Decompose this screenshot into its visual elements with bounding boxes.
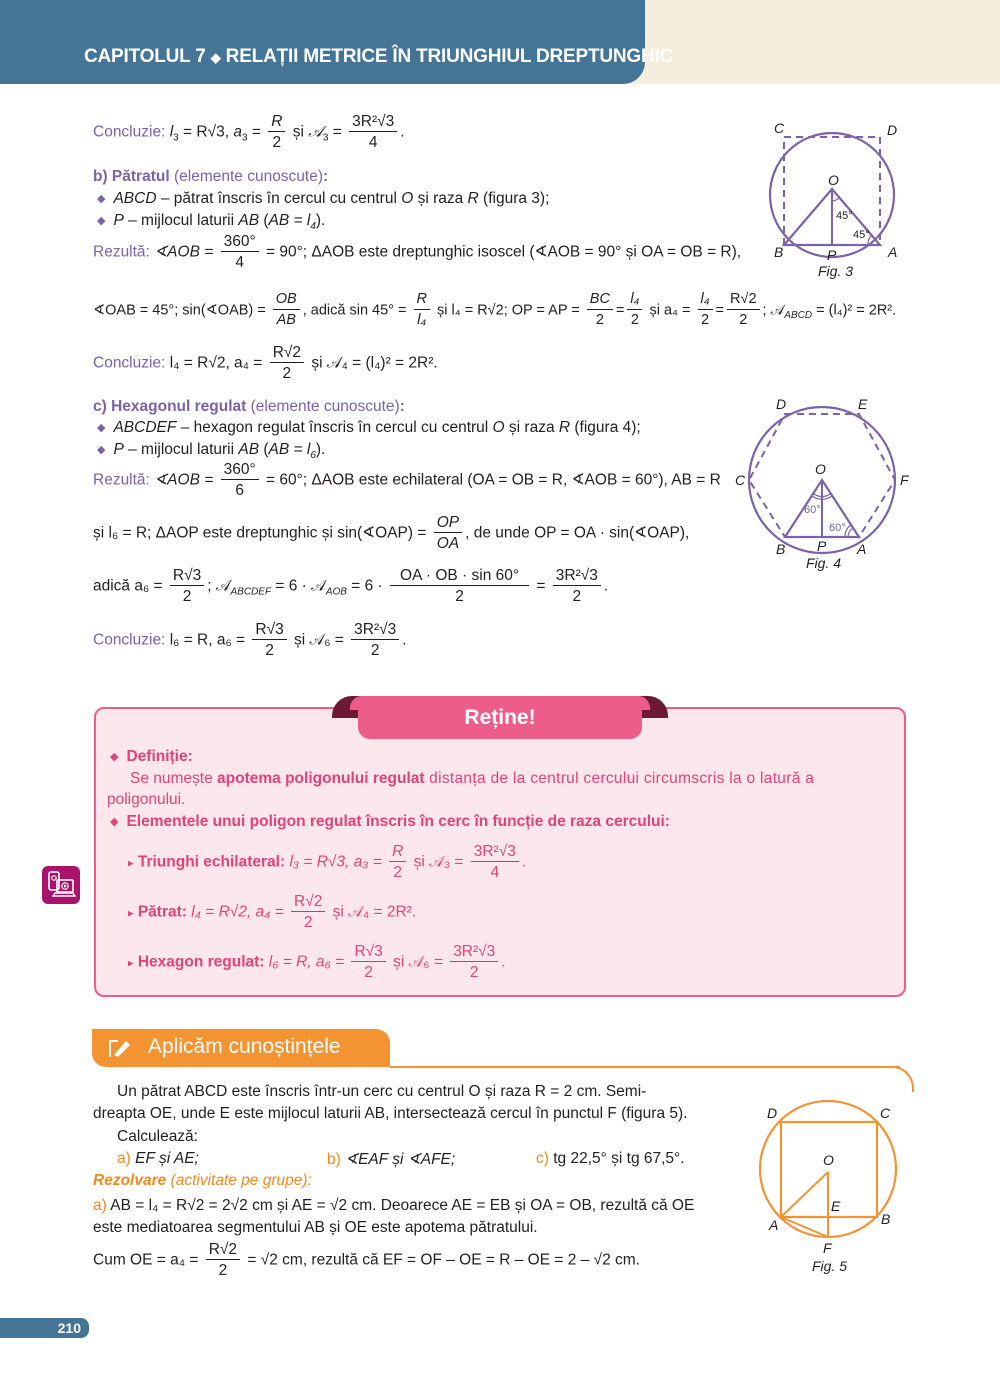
aplicam-rule (390, 1066, 900, 1068)
bullet-term: O (492, 419, 505, 436)
fraction (727, 290, 760, 331)
fraction (351, 620, 399, 661)
expr: adică a₆ = (93, 577, 163, 595)
solution-a-2: este mediatoarea segmentului AB și OE este apotema pătratului. (93, 1219, 538, 1236)
solution-text: AB = l₄ = R√2 = 2√2 cm și AE = √2 cm. Deoarece AE = EB și OA = OB, rezultă că OE (110, 1197, 695, 1214)
numerator: OP (434, 513, 462, 533)
solution-text: Cum OE = a₄ = (93, 1251, 199, 1269)
pen-icon (106, 1035, 132, 1061)
multimedia-icon[interactable] (42, 866, 80, 904)
period: . (402, 631, 407, 649)
denominator: 2 (218, 1262, 228, 1279)
numerator: OB (273, 290, 300, 310)
label-b: B (774, 244, 784, 260)
retine-item-square (128, 892, 416, 933)
fraction (414, 290, 430, 331)
aplicam-title: Aplicăm cunoștințele (148, 1035, 341, 1058)
label-b: B (776, 541, 786, 557)
expr: și 𝒜₃ = (413, 853, 464, 871)
fraction (627, 290, 642, 331)
fraction (349, 112, 397, 153)
rezolvare-bold: Rezolvare (93, 1172, 167, 1189)
label-c: C (735, 472, 746, 488)
label-a: A (888, 244, 898, 260)
denominator: 2 (182, 588, 192, 605)
denominator: 6 (235, 482, 244, 499)
area-sub: 3 (322, 132, 329, 144)
numerator: l₄ (698, 290, 713, 310)
calculeaza-label: Calculează: (117, 1128, 198, 1145)
text: Se numește (130, 770, 218, 787)
figure-caption: Fig. 5 (812, 1258, 848, 1274)
label-p: P (817, 538, 827, 554)
expr: l₄ = R√2, a₄ = (191, 903, 284, 921)
triangle-marker-icon: ▸ (128, 957, 134, 970)
task-text: EF și AE; (135, 1150, 199, 1167)
fraction (351, 942, 385, 983)
fraction (434, 513, 462, 554)
expr: l₃ = R√3, a₃ = (289, 853, 382, 871)
task-c (536, 1150, 685, 1168)
diamond-bullet-icon: ◆ (97, 193, 106, 205)
triangle-marker-icon: ▸ (128, 857, 134, 870)
expr: = (l₄)² = 2R². (816, 302, 897, 319)
bullet-term: AB (238, 441, 260, 458)
numerator: 3R²√3 (349, 112, 397, 132)
diamond-bullet-icon: ◆ (97, 215, 106, 227)
and-word: și (292, 123, 304, 141)
fraction (206, 1240, 240, 1281)
bullet-term: ABCD (113, 190, 157, 207)
segment-af (781, 1217, 828, 1237)
l3-value: = R√3, (183, 123, 230, 141)
task-label: b) (327, 1151, 341, 1168)
numerator: R√3 (252, 620, 286, 640)
diamond-bullet-icon: ◆ (110, 751, 119, 763)
problem-text-1: Un pătrat ABCD este înscris într-un cerc cu centrul O și raza R = 2 cm. Semi- (117, 1083, 647, 1100)
chapter-number: CAPITOLUL 7 (84, 46, 206, 67)
fraction (698, 290, 713, 331)
a3-sub: 3 (241, 132, 248, 144)
period: . (521, 853, 527, 871)
hexagon-bullet-1 (97, 419, 641, 437)
fraction (270, 343, 304, 384)
elements-heading: Elementele unui poligon regulat înscris în cerc în funcție de raza cercului: (126, 813, 670, 830)
fraction (587, 290, 613, 331)
numerator: 3R²√3 (351, 620, 399, 640)
problem-text-2: dreapta OE, unde E este mijlocul laturii AB, intersectează cercul în punctul F (figura 5). (93, 1105, 688, 1122)
heading-colon: : (323, 168, 329, 185)
equals: = (536, 577, 546, 595)
task-label: a) (117, 1150, 131, 1167)
angle-label: 60° (829, 522, 846, 534)
rezulta-label: Rezultă: (93, 471, 150, 489)
angle-arc (848, 528, 853, 537)
bullet-text: ( (259, 441, 269, 458)
bullet-text: și raza (413, 190, 468, 207)
equals: = (715, 302, 725, 319)
bullet-text: – hexagon regulat înscris în cercul cu centrul (176, 419, 493, 436)
label-e: E (858, 396, 868, 412)
numerator: BC (587, 290, 613, 310)
numerator: R√3 (170, 566, 204, 586)
numerator: R√2 (291, 892, 325, 912)
numerator: R√2 (206, 1240, 240, 1260)
fraction (170, 566, 204, 607)
label-o: O (828, 172, 839, 188)
hexagon-result (93, 460, 721, 501)
label-d: D (887, 122, 898, 138)
heading-bold: b) Pătratul (93, 168, 170, 185)
angle-expr: ∢AOB = (154, 471, 214, 489)
bullet-text: și raza (504, 419, 559, 436)
hexagon-heading (93, 398, 405, 416)
subscript: AOB (325, 586, 347, 598)
period: . (400, 123, 405, 141)
numerator: 3R²√3 (553, 566, 601, 586)
subscript: ABCD (784, 310, 813, 322)
square-bullet-2 (97, 212, 325, 232)
denominator: 2 (303, 914, 313, 931)
fraction (273, 290, 300, 331)
period: . (501, 953, 506, 971)
heading-colon: : (399, 398, 405, 415)
expr: și 𝒜₆ = (393, 953, 443, 971)
figure-caption: Fig. 4 (806, 555, 842, 571)
label-a: A (769, 1217, 779, 1233)
denominator: l₄ (417, 312, 427, 328)
label-p: P (827, 247, 837, 263)
device-video-icon (42, 866, 80, 904)
bullet-text: (figura 4); (570, 419, 641, 436)
concluzie-label: Concluzie: (93, 123, 166, 141)
heading-bold: c) Hexagonul regulat (93, 398, 247, 415)
expr: l₆ = R, a₆ = (268, 953, 345, 971)
expr: = 6 · 𝒜 (275, 577, 326, 595)
subscript: ABCDEF (230, 586, 272, 598)
bullet-text: – pătrat înscris în cercul cu centrul (156, 190, 402, 207)
rezulta-label: Rezultă: (93, 243, 150, 261)
expr: ; 𝒜 (207, 577, 231, 595)
chapter-name: RELAȚII METRICE ÎN TRIUNGHIUL DREPTUNGHIC (225, 46, 674, 67)
retine-item-triangle (128, 842, 526, 883)
numerator: l₄ (627, 290, 642, 310)
hexagon-derivation-1 (93, 513, 689, 554)
denominator: OA (436, 535, 460, 552)
term-bold: apotema poligonului regulat (217, 770, 425, 787)
item-label: Triunghi echilateral: (137, 853, 286, 871)
period: . (603, 577, 609, 595)
expr: = 6 · (351, 577, 383, 595)
diamond-icon: ◆ (210, 50, 221, 65)
denominator: 2 (370, 642, 380, 659)
segment-oa (781, 1172, 828, 1217)
a3-symbol: a (233, 123, 242, 141)
denominator: 2 (364, 964, 373, 981)
item-label: Hexagon regulat: (137, 953, 265, 971)
bullet-text: ). (315, 212, 326, 229)
numerator: 360° (221, 232, 259, 252)
denominator: 4 (368, 134, 378, 151)
task-label: c) (536, 1150, 549, 1167)
angle-label: 60° (804, 504, 821, 516)
fraction (221, 460, 259, 501)
result-text: = 90°; ΔAOB este dreptunghic isoscel (∢AOB = 90° și OA = OB = R), (265, 243, 742, 261)
solution-label: a) (93, 1197, 107, 1214)
expr: l₄ = R√2, a₄ = (169, 354, 263, 372)
equals: = (332, 123, 342, 141)
bullet-sub: 4 (310, 221, 316, 233)
label-d: D (767, 1105, 778, 1121)
fraction (389, 842, 406, 883)
bullet-text: – mijlocul laturii (123, 441, 239, 458)
figure-caption: Fig. 3 (818, 263, 854, 279)
rezolvare-heading (93, 1172, 312, 1190)
bullet-term: P (113, 441, 124, 458)
square-derivation (93, 290, 896, 331)
expr: și 𝒜₄ = 2R². (332, 903, 417, 921)
figure-5 (755, 1095, 915, 1275)
numerator: R (389, 842, 406, 862)
elements-label (110, 813, 670, 831)
fraction (291, 892, 325, 933)
label-o: O (815, 461, 826, 477)
diamond-bullet-icon: ◆ (110, 816, 119, 828)
numerator: R√3 (351, 942, 385, 962)
denominator: 2 (272, 134, 282, 151)
aplicam-rule-curve (880, 1066, 914, 1092)
bullet-text: (figura 3); (478, 190, 550, 207)
concluzie-label: Concluzie: (93, 631, 166, 649)
aplicam-header (92, 1029, 390, 1067)
solution-text: = √2 cm, rezultă că EF = OF – OE = R – OE = 2 – √2 cm. (247, 1251, 640, 1269)
denominator: 2 (282, 365, 292, 382)
equals: = (251, 123, 261, 141)
numerator: R√2 (727, 290, 760, 310)
denominator: 2 (739, 312, 748, 328)
angle-label: 45° (836, 210, 853, 222)
numerator: R (268, 112, 285, 132)
expr: și l₆ = R; ΔAOP este dreptunghic și sin(∢OAP) = (93, 524, 427, 542)
bullet-term: O (401, 190, 414, 207)
fraction (252, 620, 286, 661)
definition-heading: Definiție: (126, 748, 193, 765)
task-b (327, 1150, 455, 1169)
concluzie-label: Concluzie: (93, 354, 166, 372)
label-o: O (823, 1152, 834, 1168)
label-f: F (823, 1240, 832, 1256)
expr: , adică sin 45° = (302, 302, 407, 319)
definition-text (130, 770, 814, 788)
square-conclusion (93, 343, 438, 384)
triangle-marker-icon: ▸ (128, 907, 134, 920)
item-label: Pătrat: (137, 903, 187, 921)
square-result (93, 232, 741, 273)
bullet-term: ABCDEF (113, 419, 177, 436)
bullet-term: AB = l (268, 441, 311, 458)
diamond-bullet-icon: ◆ (97, 444, 106, 456)
figure-4 (730, 392, 920, 582)
numerator: 3R²√3 (471, 842, 519, 862)
fraction (390, 566, 529, 607)
page-number: 210 (0, 1318, 89, 1338)
chapter-title (84, 46, 673, 68)
fraction (268, 112, 285, 153)
task-text: tg 22,5° și tg 67,5°. (553, 1150, 685, 1167)
expr: ; 𝒜 (762, 302, 785, 319)
bullet-sub: 6 (310, 450, 316, 462)
task-a (117, 1150, 199, 1168)
bullet-term: R (467, 190, 479, 207)
label-d: D (776, 396, 787, 412)
heading-rest: (elemente cunoscute) (250, 398, 400, 415)
triangle-conclusion (93, 112, 405, 153)
denominator: 2 (455, 588, 464, 605)
label-e: E (831, 1198, 841, 1214)
numerator: 360° (221, 460, 259, 480)
label-b: B (881, 1211, 891, 1227)
denominator: 4 (235, 254, 244, 271)
numerator: OA · OB · sin 60° (390, 566, 529, 586)
denominator: 2 (700, 312, 710, 328)
bullet-term: P (113, 212, 124, 229)
task-text: ∢EAF și ∢AFE; (345, 1151, 456, 1168)
result-text: = 60°; ΔAOB este echilateral (OA = OB = R, ∢AOB = 60°), AB = R (265, 471, 721, 489)
header-banner (0, 0, 645, 84)
expr: și 𝒜₄ = (l₄)² = 2R². (311, 354, 438, 372)
figure-3 (750, 115, 920, 285)
angle-label: 45° (853, 229, 870, 241)
bullet-term: R (558, 419, 571, 436)
denominator: 4 (490, 864, 500, 881)
square-bullet-1 (97, 190, 549, 208)
fraction (471, 842, 519, 883)
numerator: R√2 (270, 343, 304, 363)
bullet-text: ). (315, 441, 326, 458)
bullet-term: AB (238, 212, 260, 229)
definition-label (110, 748, 193, 766)
label-c: C (774, 120, 785, 136)
fraction (450, 942, 498, 983)
definition-text-cont: poligonului. (107, 791, 186, 808)
fraction (221, 232, 259, 273)
expr: și a₄ = (649, 302, 691, 319)
hexagon-derivation-2 (93, 566, 608, 607)
heading-rest: (elemente cunoscute) (173, 168, 324, 185)
numerator: 3R²√3 (450, 942, 498, 962)
bullet-term: AB = l (268, 212, 311, 229)
angle-arc (832, 197, 840, 201)
denominator: 2 (469, 964, 479, 981)
solution-a-3 (93, 1240, 640, 1281)
fraction (553, 566, 601, 607)
expr: și 𝒜₆ = (294, 631, 344, 649)
diamond-bullet-icon: ◆ (97, 422, 106, 434)
retine-title: Reține! (358, 697, 642, 739)
hexagon-conclusion (93, 620, 407, 661)
equals: = (615, 302, 625, 319)
denominator: 2 (595, 312, 604, 328)
bullet-text: – mijlocul laturii (123, 212, 239, 229)
label-a: A (857, 541, 867, 557)
hexagon-bullet-2 (97, 441, 325, 461)
area-symbol: 𝒜 (308, 123, 323, 141)
expr: l₆ = R, a₆ = (169, 631, 246, 649)
denominator: 2 (572, 588, 582, 605)
denominator: 2 (630, 312, 639, 328)
label-c: C (880, 1105, 891, 1121)
l3-symbol: l (169, 123, 174, 141)
bullet-text: ( (259, 212, 269, 229)
rezolvare-rest: (activitate pe grupe): (170, 1172, 312, 1189)
solution-a-1 (93, 1197, 694, 1215)
label-f: F (900, 472, 909, 488)
square-heading (93, 168, 328, 186)
expr: , de unde OP = OA · sin(∢OAP), (465, 524, 690, 542)
expr: ∢OAB = 45°; sin(∢OAB) = (93, 302, 266, 319)
expr: și l₄ = R√2; OP = AP = (437, 302, 580, 319)
retine-item-hexagon (128, 942, 506, 983)
text: distanța de la centrul cercului circumscris la o latură a (424, 770, 815, 787)
denominator: 2 (265, 642, 274, 659)
numerator: R (414, 290, 430, 310)
denominator: 2 (393, 864, 402, 881)
denominator: AB (276, 312, 296, 328)
angle-expr: ∢AOB = (154, 243, 214, 261)
l3-sub: 3 (173, 132, 179, 144)
